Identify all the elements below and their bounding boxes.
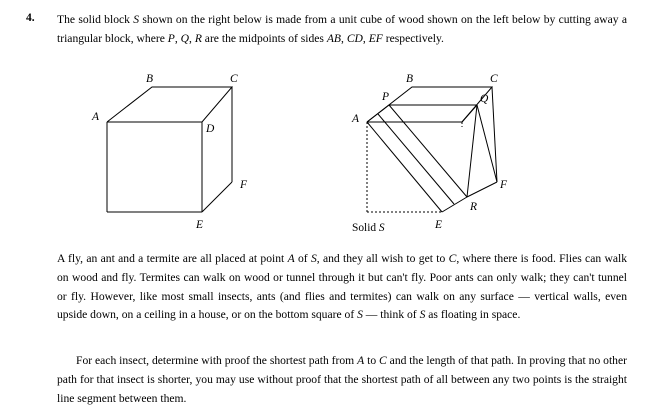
paragraph-1: A fly, an ant and a termite are all placed at point A of S, and they all wish to get to C, where there is food. Flies can walk on wood and fly. Termites can walk on wood or tunnel through it but can't fly. Poor ants can only walk; they can't tunnel or fly. However, like most small insects, ants (and flies and termites) can walk on any surface — vertical walls, even upside down, on a ceiling in a house, or on the bottom square of S — think of S as floating in space.: [57, 252, 627, 322]
figure-caption: Solid S: [352, 222, 385, 234]
problem-intro: The solid block S shown on the right below is made from a unit cube of wood shown on the left below by cutting away a triangular block, where P, Q, R are the midpoints of sides AB, CD, EF respectively.: [57, 13, 627, 45]
unit-cube-diagram: [82, 72, 282, 232]
label-F: F: [240, 179, 248, 191]
label-F: F: [500, 179, 508, 191]
label-R: R: [470, 201, 478, 213]
label-D: D: [206, 123, 215, 135]
figure-caption-solid: S: [378, 222, 385, 234]
label-Q: Q: [480, 93, 489, 105]
label-C: C: [490, 73, 498, 85]
label-A: A: [352, 113, 360, 125]
paragraph-2: For each insect, determine with proof the shortest path from A to C and the length of that path. In proving that no other path for that insect is shorter, you may use without proof that the shortest path of all between any two points is the straight line segment between them.: [57, 354, 627, 405]
label-C: C: [230, 73, 238, 85]
label-E: E: [435, 219, 443, 231]
label-P: P: [382, 91, 390, 103]
label-B: B: [406, 73, 414, 85]
label-A: A: [92, 111, 100, 123]
problem-number: 4.: [26, 12, 35, 24]
label-E: E: [196, 219, 204, 231]
figures-row: [57, 72, 627, 242]
solid-s-svg: [342, 72, 562, 232]
unit-cube-svg: [82, 72, 282, 232]
label-B: B: [146, 73, 154, 85]
solid-s-diagram: [342, 72, 562, 232]
